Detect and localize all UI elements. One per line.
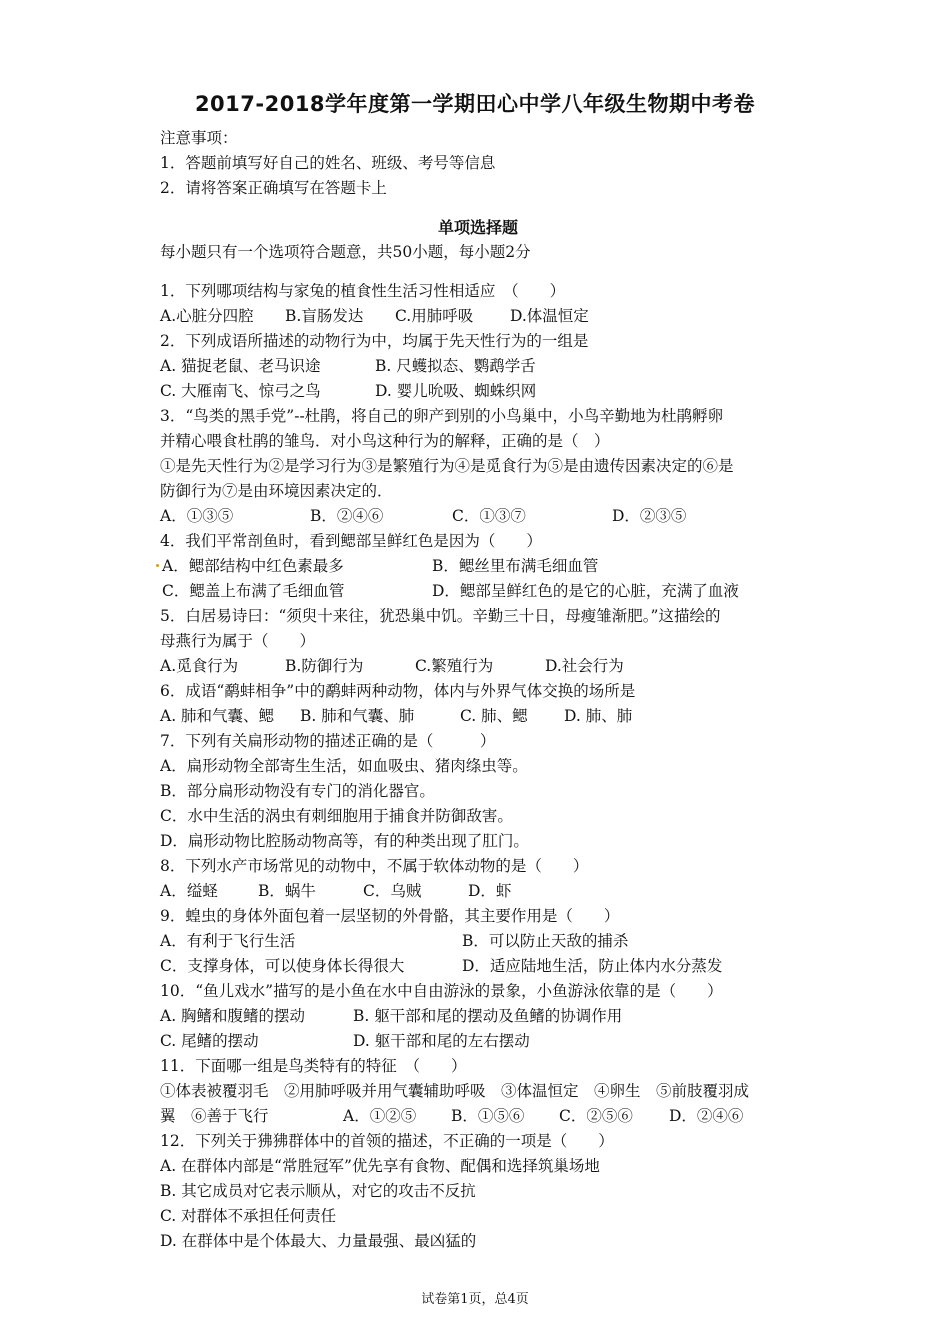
question-stem: ①体表被覆羽毛 ②用肺呼吸并用气囊辅助呼吸 ③体温恒定 ④卵生 ⑤前肢覆羽成 <box>160 1082 750 1100</box>
option: B．可以防止天敌的捕杀 <box>462 932 629 950</box>
question-stem: 5．白居易诗曰：“须臾十来往，犹恐巢中饥。辛勤三十日，母瘦雏渐肥。”这描绘的 <box>160 607 721 625</box>
exam-content <box>160 126 796 1254</box>
question-options <box>160 929 796 954</box>
question-stem: 12．下列关于狒狒群体中的首领的描述，不正确的一项是（ ） <box>160 1132 614 1150</box>
option: C．支撑身体，可以使身体长得很大 <box>160 957 405 975</box>
option: B.盲肠发达 <box>285 307 364 325</box>
option: D．②④⑥ <box>669 1107 744 1125</box>
option: B. 躯干部和尾的摆动及鱼鳍的协调作用 <box>353 1007 623 1025</box>
option: D. 在群体中是个体最大、力量最强、最凶猛的 <box>160 1232 477 1250</box>
question-options <box>160 1104 796 1129</box>
question-options <box>160 554 796 579</box>
question-stem: 2．下列成语所描述的动物行为中，均属于先天性行为的一组是 <box>160 332 589 350</box>
option: B. 肺和气囊、肺 <box>300 707 415 725</box>
option: D. 躯干部和尾的左右摆动 <box>353 1032 530 1050</box>
option: D．扁形动物比腔肠动物高等，有的种类出现了肛门。 <box>160 832 529 850</box>
option: D．适应陆地生活，防止体内水分蒸发 <box>462 957 723 975</box>
margin-mark <box>156 564 159 567</box>
question-stem: 母燕行为属于（ ） <box>160 632 316 650</box>
option: C. 肺、鳃 <box>460 707 528 725</box>
question-options <box>160 1004 796 1029</box>
question-options <box>160 354 796 379</box>
page-footer: 试卷第1页，总4页 <box>421 1292 529 1307</box>
question-stem: 7．下列有关扁形动物的描述正确的是（ ） <box>160 732 496 750</box>
question-options <box>160 879 796 904</box>
question-stem: 11．下面哪一组是鸟类特有的特征 （ ） <box>160 1057 467 1075</box>
option: D．②③⑤ <box>612 507 687 525</box>
question-stem: 10．“鱼儿戏水”描写的是小鱼在水中自由游泳的景象，小鱼游泳依靠的是（ ） <box>160 982 723 1000</box>
option: C．①③⑦ <box>452 507 526 525</box>
option: B. 其它成员对它表示顺从，对它的攻击不反抗 <box>160 1182 476 1200</box>
question-stem: 1．下列哪项结构与家兔的植食性生活习性相适应 （ ） <box>160 282 566 300</box>
question-options <box>160 304 796 329</box>
option: A. 肺和气囊、鳃 <box>160 707 275 725</box>
option: B．①⑤⑥ <box>451 1107 525 1125</box>
option: C．乌贼 <box>363 882 422 900</box>
option: A.心脏分四腔 <box>160 307 254 325</box>
option: A．①②⑤ <box>343 1107 417 1125</box>
question-stem: 8．下列水产市场常见的动物中，不属于软体动物的是（ ） <box>160 857 589 875</box>
option: A.觅食行为 <box>160 657 239 675</box>
option: C. 大雁南飞、惊弓之鸟 <box>160 382 321 400</box>
option: B．②④⑥ <box>310 507 384 525</box>
question-stem: 3．“鸟类的黑手党”--杜鹃，将自己的卵产到别的小鸟巢中，小鸟辛勤地为杜鹃孵卵 <box>160 407 724 425</box>
option: B．部分扁形动物没有专门的消化器官。 <box>160 782 435 800</box>
notice-item: 2．请将答案正确填写在答题卡上 <box>160 179 387 197</box>
section-title: 单项选择题 <box>437 218 518 237</box>
notice-item: 1．答题前填写好自己的姓名、班级、考号等信息 <box>160 154 496 172</box>
option: C.用肺呼吸 <box>395 307 474 325</box>
option: B．蜗牛 <box>258 882 316 900</box>
option: C. 对群体不承担任何责任 <box>160 1207 337 1225</box>
question-options <box>160 579 796 604</box>
question-options <box>160 704 796 729</box>
option: C．水中生活的涡虫有刺细胞用于捕食并防御敌害。 <box>160 807 513 825</box>
option: C．鳃盖上布满了毛细血管 <box>162 582 345 600</box>
option: A．缢蛏 <box>160 882 218 900</box>
question-options <box>160 504 796 529</box>
question-options <box>160 1029 796 1054</box>
option: C.繁殖行为 <box>415 657 494 675</box>
option: A．鳃部结构中红色素最多 <box>162 557 344 575</box>
section-instruction: 每小题只有一个选项符合题意，共50小题，每小题2分 <box>160 243 531 261</box>
question-stem: 4．我们平常剖鱼时，看到鳃部呈鲜红色是因为（ ） <box>160 532 542 550</box>
option: D.社会行为 <box>545 657 624 675</box>
option: B.防御行为 <box>285 657 364 675</box>
notice-heading: 注意事项： <box>160 129 238 147</box>
option: D．虾 <box>468 882 512 900</box>
option: B．鳃丝里布满毛细血管 <box>432 557 599 575</box>
option: A．扁形动物全部寄生生活，如血吸虫、猪肉绦虫等。 <box>160 757 528 775</box>
option: A. 在群体内部是“常胜冠军”优先享有食物、配偶和选择筑巢场地 <box>160 1157 600 1175</box>
option: C．②⑤⑥ <box>559 1107 633 1125</box>
question-options <box>160 654 796 679</box>
question-stem: 翼 ⑥善于飞行 <box>160 1107 269 1125</box>
option: A. 胸鳍和腹鳍的摆动 <box>160 1007 306 1025</box>
question-stem: 9．蝗虫的身体外面包着一层坚韧的外骨骼，其主要作用是（ ） <box>160 907 620 925</box>
option: A．①③⑤ <box>160 507 234 525</box>
option: C. 尾鳍的摆动 <box>160 1032 259 1050</box>
option: A. 猫捉老鼠、老马识途 <box>160 357 321 375</box>
page-title: 2017-2018学年度第一学期田心中学八年级生物期中考卷 <box>194 92 756 116</box>
option: A．有利于飞行生活 <box>160 932 296 950</box>
question-stem: ①是先天性行为②是学习行为③是繁殖行为④是觅食行为⑤是由遗传因素决定的⑥是 <box>160 457 734 475</box>
question-options <box>160 379 796 404</box>
option: B. 尺蠖拟态、鹦鹉学舌 <box>375 357 536 375</box>
question-stem: 6．成语“鹬蚌相争”中的鹬蚌两种动物，体内与外界气体交换的场所是 <box>160 682 636 700</box>
question-stem: 防御行为⑦是由环境因素决定的． <box>160 482 393 500</box>
option: D. 肺、肺 <box>564 707 633 725</box>
question-options <box>160 954 796 979</box>
option: D.体温恒定 <box>510 307 589 325</box>
question-stem: 并精心喂食杜鹃的雏鸟．对小鸟这种行为的解释，正确的是（ ） <box>160 432 610 450</box>
option: D．鳃部呈鲜红色的是它的心脏，充满了血液 <box>432 582 739 600</box>
option: D. 婴儿吮吸、蜘蛛织网 <box>375 382 537 400</box>
